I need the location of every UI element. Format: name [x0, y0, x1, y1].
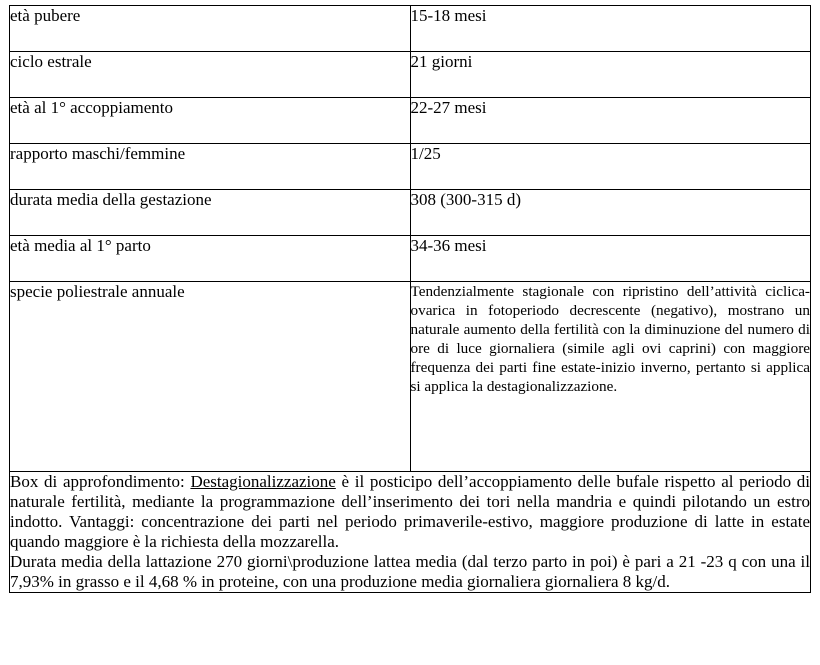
- table-row: [10, 6, 811, 52]
- table-row: [10, 52, 811, 98]
- row-label-rapporto-maschi-femmine: rapporto maschi/femmine: [10, 144, 411, 190]
- row-value-primo-parto: 34-36 mesi: [410, 236, 811, 282]
- row-value-durata-gestazione: 308 (300-315 d): [410, 190, 811, 236]
- box-definition: è il posticipo dell’accoppiamento delle bufale rispetto al periodo di naturale fertilità, mediante la programmazione dell’inserimento dei tori nella mandria e quindi pilotando un estro indotto. Vantaggi: concentrazione dei parti nel periodo primaverile-estivo, maggiore produzione di latte in estate quando maggiore è la richiesta della mozzarella.: [10, 472, 810, 551]
- row-value-specie-poliestrale: Tendenzialmente stagionale con ripristino dell’attività ciclica-ovarica in fotoperiodo decrescente (negativo), mostrano un naturale aumento della fertilità con la diminuzione del numero di ore di luce giornaliera (simile agli ovi caprini) con maggiore frequenza dei parti fine estate-inizio inverno, pertanto si applica si applica la destagionalizzazione.: [410, 282, 811, 472]
- table-row: [10, 282, 811, 472]
- table-row: [10, 190, 811, 236]
- row-label-primo-parto: età media al 1° parto: [10, 236, 411, 282]
- table-row: [10, 472, 811, 593]
- box-intro: Box di approfondimento:: [10, 472, 191, 491]
- box-term: Destagionalizzazione: [190, 472, 336, 491]
- reproduction-table: [9, 5, 811, 593]
- table-row: [10, 236, 811, 282]
- row-label-eta-pubere: età pubere: [10, 6, 411, 52]
- info-box: [10, 472, 811, 593]
- row-value-rapporto-maschi-femmine: 1/25: [410, 144, 811, 190]
- row-value-ciclo-estrale: 21 giorni: [410, 52, 811, 98]
- row-label-durata-gestazione: durata media della gestazione: [10, 190, 411, 236]
- box-lactation-paragraph: Durata media della lattazione 270 giorni\produzione lattea media (dal terzo parto in poi) è pari a 21 -23 q con una il 7,93% in grasso e il 4,68 % in proteine, con una produzione media giornaliera giornaliera 8 kg/d.: [10, 552, 810, 591]
- table-row: [10, 144, 811, 190]
- box-definition-paragraph: [10, 472, 810, 552]
- row-value-eta-pubere: 15-18 mesi: [410, 6, 811, 52]
- row-value-primo-accoppiamento: 22-27 mesi: [410, 98, 811, 144]
- row-label-primo-accoppiamento: età al 1° accoppiamento: [10, 98, 411, 144]
- row-label-ciclo-estrale: ciclo estrale: [10, 52, 411, 98]
- table-row: [10, 98, 811, 144]
- row-label-specie-poliestrale: specie poliestrale annuale: [10, 282, 411, 472]
